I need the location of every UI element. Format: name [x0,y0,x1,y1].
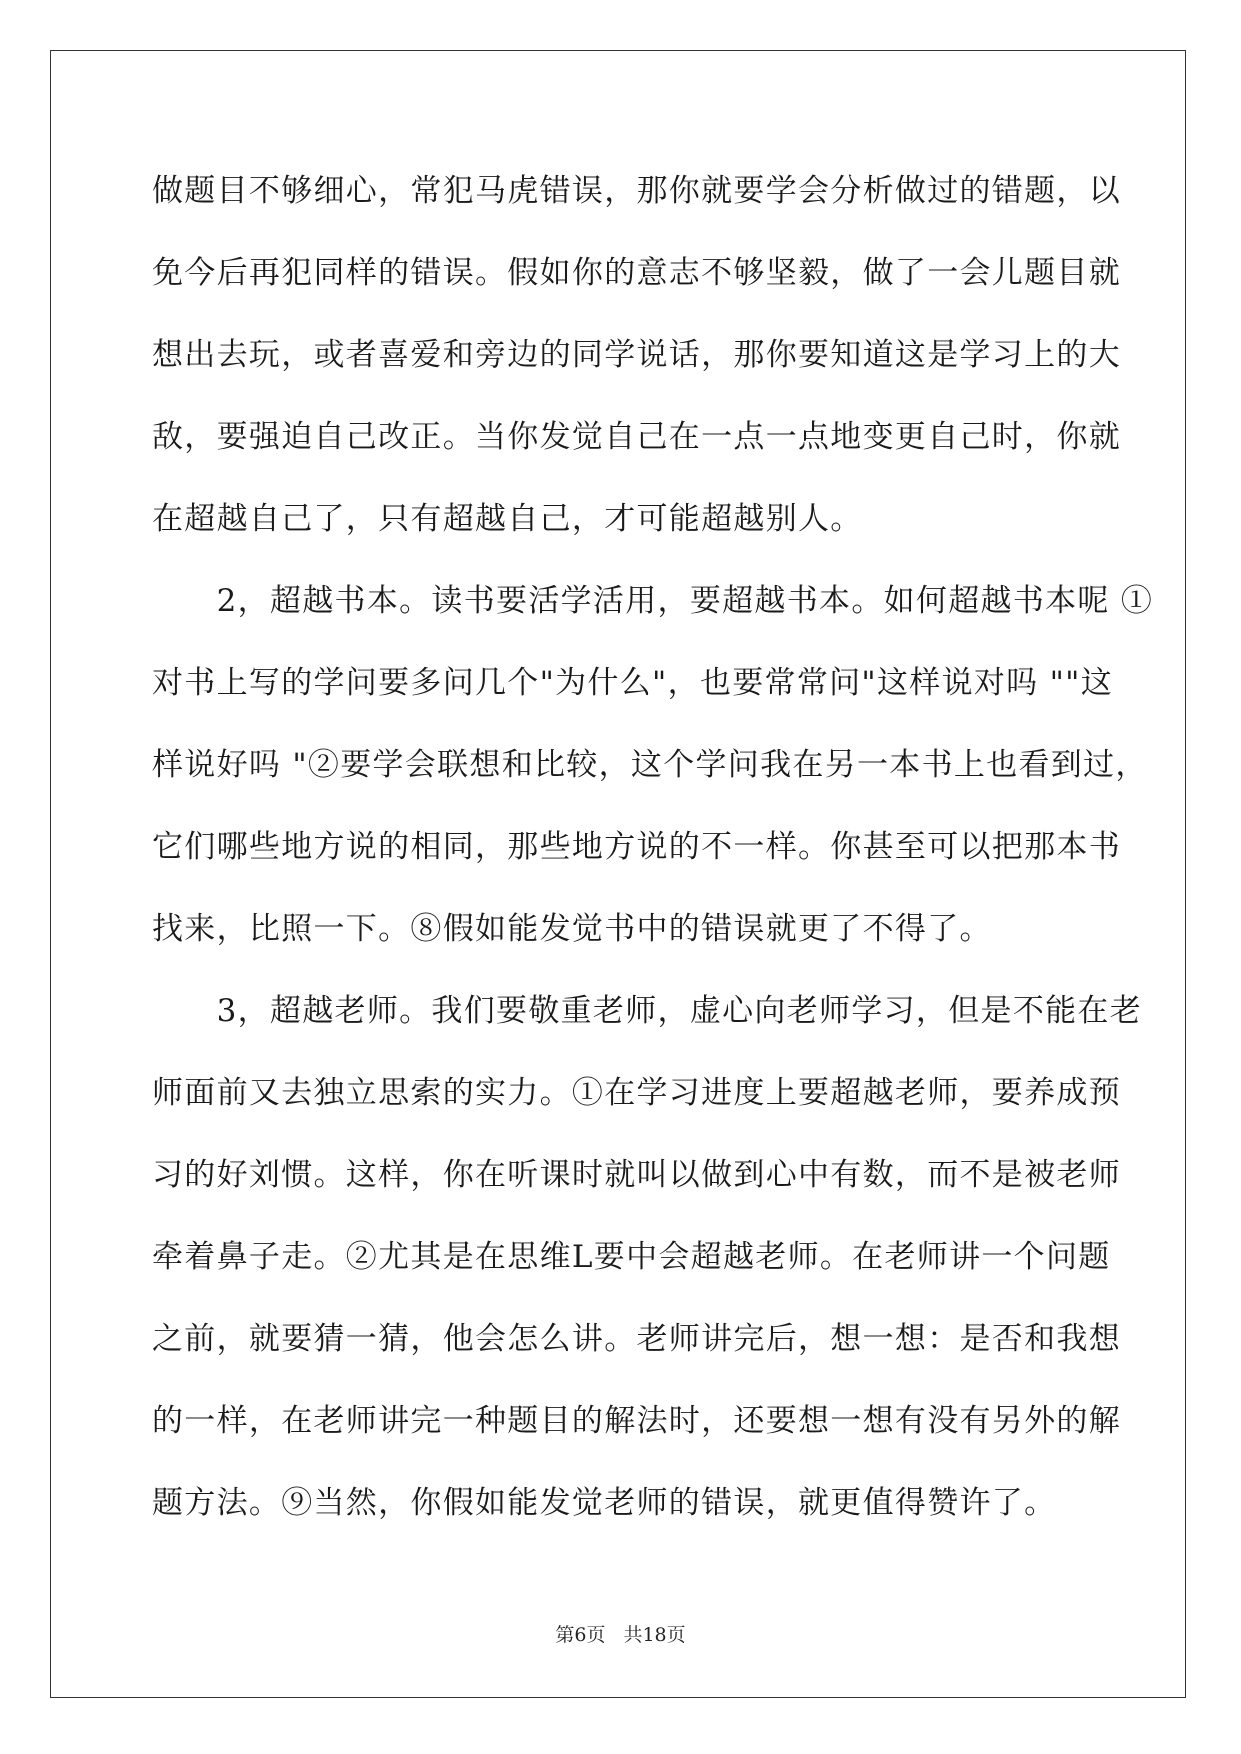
text-line: 2，超越书本。读书要活学活用，要超越书本。如何超越书本呢 ① [152,583,1154,619]
text-line: 免今后再犯同样的错误。假如你的意志不够坚毅，做了一会儿题目就 [152,255,1121,291]
text-line: 之前，就要猜一猜，他会怎么讲。老师讲完后，想一想：是否和我想 [152,1321,1121,1357]
document-body [152,150,1154,1544]
text-line: 对书上写的学问要多问几个"为什么"，也要常常问"这样说对吗 ""这 [152,665,1114,701]
page-footer [0,1620,1241,1647]
text-line: 牵着鼻子走。②尤其是在思维L要中会超越老师。在老师讲一个问题 [152,1239,1111,1275]
text-line: 敌，要强迫自己改正。当你发觉自己在一点一点地变更自己时，你就 [152,419,1121,455]
text-line: 在超越自己了，只有超越自己，才可能超越别人。 [152,501,863,537]
text-line: 它们哪些地方说的相同，那些地方说的不一样。你甚至可以把那本书 [152,829,1121,865]
page-total: 共18页 [623,1624,686,1646]
text-line: 3，超越老师。我们要敬重老师，虚心向老师学习，但是不能在老 [152,993,1143,1029]
text-line: 样说好吗 "②要学会联想和比较，这个学问我在另一本书上也看到过， [152,747,1148,783]
text-line: 想出去玩，或者喜爱和旁边的同学说话，那你要知道这是学习上的大 [152,337,1121,373]
text-line: 题方法。⑨当然，你假如能发觉老师的错误，就更值得赞许了。 [152,1485,1057,1521]
text-line: 师面前又去独立思索的实力。①在学习进度上要超越老师，要养成预 [152,1075,1121,1111]
text-line: 习的好刘惯。这样，你在听课时就叫以做到心中有数，而不是被老师 [152,1157,1121,1193]
text-line: 的一样，在老师讲完一种题目的解法时，还要想一想有没有另外的解 [152,1403,1121,1439]
page-number: 第6页 [555,1624,606,1646]
text-line: 找来，比照一下。⑧假如能发觉书中的错误就更了不得了。 [152,911,992,947]
text-line: 做题目不够细心，常犯马虎错误，那你就要学会分析做过的错题，以 [152,173,1121,209]
